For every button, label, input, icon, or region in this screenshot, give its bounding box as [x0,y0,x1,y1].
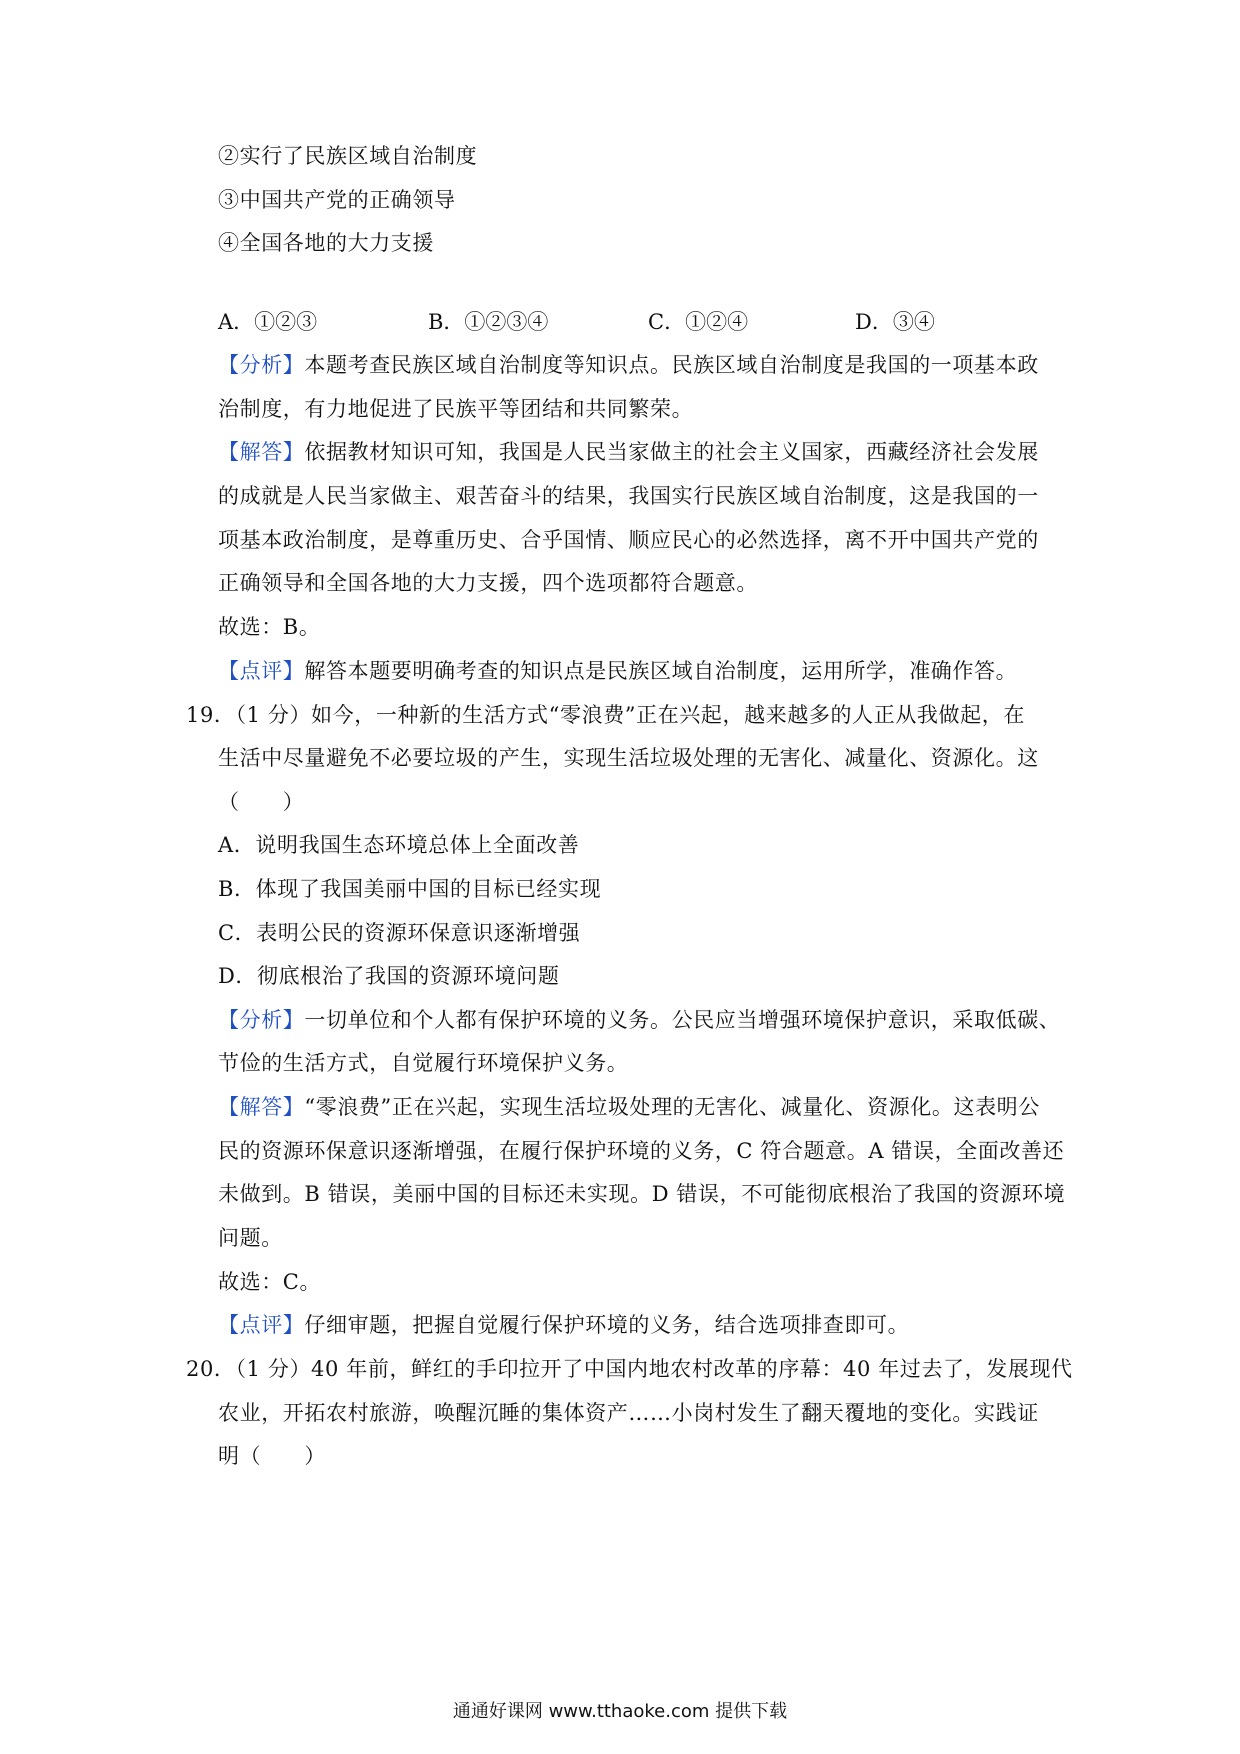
comment-tag: 【点评】 [218,1313,305,1337]
q19-option-b: B．体现了我国美丽中国的目标已经实现 [218,877,602,901]
q20-stem-line-2: 农业，开拓农村旅游，唤醒沉睡的集体资产……小岗村发生了翻天覆地的变化。实践证 [218,1401,1039,1425]
q19-answer-line-3: 未做到。B 错误，美丽中国的目标还未实现。D 错误，不可能彻底根治了我国的资源环境 [218,1182,1066,1206]
analysis-tag: 【分析】 [218,353,305,377]
q18-item-2: ②实行了民族区域自治制度 [218,144,478,168]
q18-item-3: ③中国共产党的正确领导 [218,188,456,212]
q19-comment: 【点评】仔细审题，把握自觉履行保护环境的义务，结合选项排查即可。 [218,1313,910,1337]
q18-option-d: D．③④ [855,310,935,334]
q18-item-4: ④全国各地的大力支援 [218,231,434,255]
q19-answer-line-1: 【解答】“零浪费”正在兴起，实现生活垃圾处理的无害化、减量化、资源化。这表明公 [218,1095,1040,1119]
q18-answer-line-4: 正确领导和全国各地的大力支援，四个选项都符合题意。 [218,571,758,595]
q18-option-b: B．①②③④ [428,310,549,334]
q19-stem-line-2: 生活中尽量避免不必要垃圾的产生，实现生活垃圾处理的无害化、减量化、资源化。这 [218,746,1039,770]
q19-analysis-line-1: 【分析】一切单位和个人都有保护环境的义务。公民应当增强环境保护意识，采取低碳、 [218,1008,1061,1032]
q18-analysis-line-1: 【分析】本题考查民族区域自治制度等知识点。民族区域自治制度是我国的一项基本政 [218,353,1039,377]
q18-option-a: A．①②③ [218,310,318,334]
analysis-tag: 【分析】 [218,1008,305,1032]
q18-choice: 故选：B。 [218,615,321,639]
q18-comment: 【点评】解答本题要明确考查的知识点是民族区域自治制度，运用所学，准确作答。 [218,659,1018,683]
q19-option-a: A．说明我国生态环境总体上全面改善 [218,833,580,857]
q19-choice: 故选：C。 [218,1270,322,1294]
q18-options [218,306,978,336]
q19-option-d: D．彻底根治了我国的资源环境问题 [218,964,560,988]
comment-tag: 【点评】 [218,659,305,683]
q18-answer-line-2: 的成就是人民当家做主、艰苦奋斗的结果，我国实行民族区域自治制度，这是我国的一 [218,484,1039,508]
answer-tag: 【解答】 [218,1095,305,1119]
q19-answer-line-4: 问题。 [218,1226,283,1250]
q19-option-c: C．表明公民的资源环保意识逐渐增强 [218,921,581,945]
q18-answer-line-1: 【解答】依据教材知识可知，我国是人民当家做主的社会主义国家，西藏经济社会发展 [218,440,1039,464]
q18-answer-line-3: 项基本政治制度，是尊重历史、合乎国情、顺应民心的必然选择，离不开中国共产党的 [218,528,1039,552]
q18-option-c: C．①②④ [648,310,749,334]
answer-tag: 【解答】 [218,440,305,464]
page-footer: 通通好课网 www.tthaoke.com 提供下载 [452,1701,788,1722]
q19-stem-line-1: 19．（1 分）如今，一种新的生活方式“零浪费”正在兴起，越来越多的人正从我做起，在 [186,703,1025,727]
q20-stem-line-3: 明（ ） [218,1444,326,1468]
q20-stem-line-1: 20．（1 分）40 年前，鲜红的手印拉开了中国内地农村改革的序幕：40 年过去了，发展现代 [186,1357,1073,1381]
q19-answer-line-2: 民的资源环保意识逐渐增强，在履行保护环境的义务，C 符合题意。A 错误，全面改善还 [218,1139,1065,1163]
q19-analysis-line-2: 节俭的生活方式，自觉履行环境保护义务。 [218,1051,629,1075]
q18-analysis-line-2: 治制度，有力地促进了民族平等团结和共同繁荣。 [218,397,694,421]
q19-stem-line-3: （ ） [218,790,305,814]
